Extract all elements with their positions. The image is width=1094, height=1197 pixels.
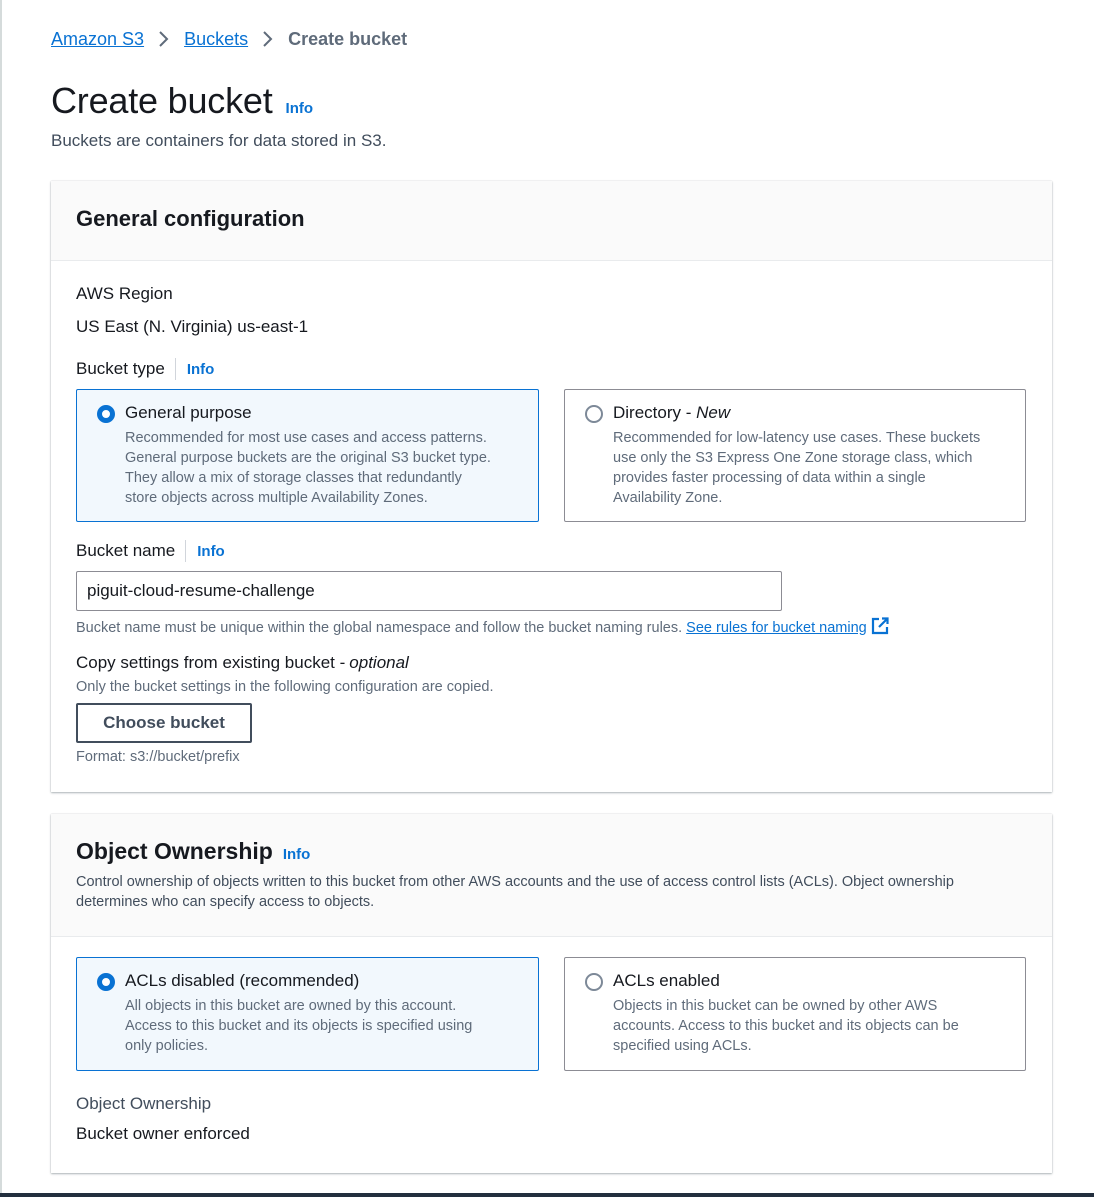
description-line: specified using ACLs. bbox=[613, 1038, 752, 1054]
description-line: General purpose buckets are the original S3 bucket type. bbox=[125, 450, 491, 466]
object-ownership-description bbox=[76, 872, 954, 912]
bucket-name-label-text: Bucket name bbox=[76, 541, 176, 560]
acls-disabled-description bbox=[125, 996, 472, 1056]
directory-title-text: Directory - bbox=[613, 403, 697, 422]
general-configuration-header bbox=[51, 181, 1052, 261]
general-configuration-title: General configuration bbox=[76, 206, 305, 231]
directory-title bbox=[613, 403, 730, 423]
description-line: All objects in this bucket are owned by this account. bbox=[125, 998, 457, 1014]
copy-settings-label-text: Copy settings from existing bucket - bbox=[76, 653, 346, 672]
object-ownership-header bbox=[51, 814, 1052, 937]
radio-unchecked-icon[interactable] bbox=[585, 405, 603, 423]
acls-disabled-title: ACLs disabled (recommended) bbox=[125, 971, 360, 990]
label-divider bbox=[175, 358, 176, 380]
breadcrumb-amazon-s3[interactable]: Amazon S3 bbox=[51, 28, 145, 49]
radio-checked-icon[interactable] bbox=[97, 973, 115, 991]
aws-region-label bbox=[76, 284, 173, 304]
description-line: store objects across multiple Availability Zones. bbox=[125, 490, 428, 506]
object-ownership-result-value: Bucket owner enforced bbox=[76, 1124, 250, 1143]
object-ownership-info-link[interactable]: Info bbox=[282, 846, 311, 863]
description-line: Objects in this bucket can be owned by other AWS bbox=[613, 998, 938, 1014]
page-left-border bbox=[0, 0, 2, 1197]
bucket-type-info-link[interactable]: Info bbox=[186, 360, 215, 378]
acls-enabled-title: ACLs enabled bbox=[613, 971, 720, 990]
description-line: Recommended for low-latency use cases. These buckets bbox=[613, 430, 981, 446]
bucket-type-directory-option[interactable] bbox=[564, 389, 1026, 522]
bucket-type-label-text: Bucket type bbox=[76, 359, 165, 378]
page-title: Create bucket bbox=[51, 80, 273, 121]
description-line: only policies. bbox=[125, 1038, 209, 1054]
chevron-right-icon bbox=[248, 30, 288, 48]
directory-new-label: New bbox=[696, 403, 731, 422]
description-line: accounts. Access to this bucket and its objects can be bbox=[613, 1018, 959, 1034]
radio-checked-icon[interactable] bbox=[97, 405, 115, 423]
object-ownership-title: Object Ownership bbox=[76, 838, 273, 864]
description-line: Availability Zone. bbox=[613, 490, 723, 506]
aws-region-label-text: AWS Region bbox=[76, 284, 173, 303]
acls-enabled-description bbox=[613, 996, 959, 1056]
description-line: provides faster processing of data within a single bbox=[613, 470, 926, 486]
bucket-name-info-link[interactable]: Info bbox=[197, 542, 225, 560]
description-line: They allow a mix of storage classes that redundantly bbox=[125, 470, 462, 486]
breadcrumb-buckets[interactable]: Buckets bbox=[184, 28, 249, 49]
bucket-type-label bbox=[76, 357, 214, 381]
choose-bucket-button[interactable]: Choose bucket bbox=[76, 703, 252, 743]
radio-unchecked-icon[interactable] bbox=[585, 973, 603, 991]
external-link-icon[interactable] bbox=[871, 617, 889, 639]
bucket-naming-rules-link[interactable] bbox=[686, 620, 867, 636]
general-configuration-panel bbox=[51, 181, 1052, 792]
copy-settings-label bbox=[76, 653, 409, 673]
directory-description bbox=[613, 428, 980, 508]
object-ownership-result-label: Object Ownership bbox=[76, 1094, 212, 1113]
description-line: Control ownership of objects written to this bucket from other AWS accounts and the use of access control lists (ACLs). Object ownership bbox=[76, 874, 954, 890]
description-line: Recommended for most use cases and access patterns. bbox=[125, 430, 487, 446]
bucket-name-hint bbox=[76, 617, 889, 639]
general-purpose-description bbox=[125, 428, 491, 508]
bucket-type-general-purpose-option[interactable] bbox=[76, 389, 539, 522]
bucket-name-hint-text: Bucket name must be unique within the global namespace and follow the bucket naming rules. bbox=[76, 620, 683, 636]
breadcrumb-create-bucket: Create bucket bbox=[288, 28, 408, 49]
optional-label: optional bbox=[349, 653, 409, 672]
description-line: Access to this bucket and its objects is specified using bbox=[125, 1018, 473, 1034]
label-divider bbox=[185, 540, 186, 562]
general-purpose-title: General purpose bbox=[125, 403, 252, 422]
aws-region-value: US East (N. Virginia) us-east-1 bbox=[76, 317, 309, 336]
chevron-right-icon bbox=[144, 30, 184, 48]
page-header bbox=[51, 80, 313, 122]
bucket-naming-rules-link-text: See rules for bucket naming bbox=[686, 620, 867, 636]
object-ownership-title-row bbox=[76, 838, 310, 865]
breadcrumb bbox=[51, 27, 407, 51]
description-line: determines who can specify access to objects. bbox=[76, 894, 375, 910]
copy-settings-hint: Only the bucket settings in the following configuration are copied. bbox=[76, 679, 494, 695]
acls-enabled-option[interactable] bbox=[564, 957, 1026, 1071]
object-ownership-panel bbox=[51, 814, 1052, 1173]
format-hint: Format: s3://bucket/prefix bbox=[76, 749, 240, 765]
bottom-footer-bar bbox=[0, 1193, 1094, 1197]
page-info-link[interactable]: Info bbox=[285, 100, 314, 117]
acls-disabled-option[interactable] bbox=[76, 957, 539, 1071]
bucket-name-input[interactable] bbox=[76, 571, 782, 611]
page-description: Buckets are containers for data stored in S3. bbox=[51, 131, 387, 150]
bucket-name-label bbox=[76, 539, 225, 563]
description-line: use only the S3 Express One Zone storage class, which bbox=[613, 450, 973, 466]
